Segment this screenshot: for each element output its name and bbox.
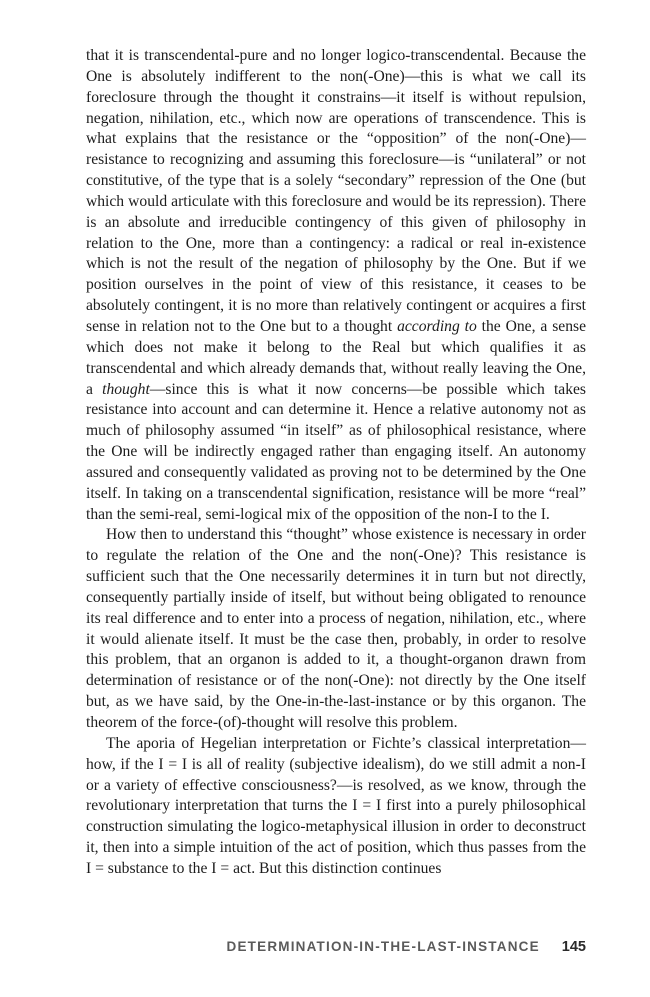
page-footer (227, 939, 586, 955)
running-head: DETERMINATION-IN-THE-LAST-INSTANCE (226, 939, 540, 954)
text-segment: the One, a sense which does not make it belong to the Real but which qualifies it as transcendental and which already demands that, without really leaving the One, a (86, 317, 586, 398)
italic-text-segment: thought (102, 380, 150, 398)
text-segment: —since this is what it now concerns—be possible which takes resistance into account and can determine it. Hence a relative autonomy not as much of philosophy assumed “in itself” as of philosophical resistance, where the One will be indirectly engaged rather than engaging itself. An autonomy assured and consequently validated as proving not to be determined by the One itself. In taking on a transcendental signification, resistance will be more “real” than the semi-real, semi-logical mix of the opposition of the non-I to the I. (86, 380, 586, 523)
body-text (86, 46, 586, 880)
italic-text-segment: according to (397, 317, 477, 335)
text-segment: that it is transcendental-pure and no longer logico-transcendental. Because the One is absolutely indifferent to the non(-One)—this is what we call its foreclosure through the thought it constrains—it itself is without repulsion, negation, nihilation, etc., which now are operations of transcendence. This is what explains that the resistance or the “opposition” of the non(-One)—resistance to recognizing and assuming this foreclosure—is “unilateral” or not constitutive, of the type that is a solely “secondary” repression of the One (but which would articulate with this foreclosure and would be its repression). There is an absolute and irreducible contingency of this given of philosophy in relation to the One, more than a contingency: a radical or real in-existence which is not the result of the negation of philosophy by the One. But if we position ourselves in the point of view of this resistance, it ceases to be absolutely contingent, it is no more than relatively contingent or acquires a first sense in relation not to the One but to a thought (86, 47, 586, 335)
text-segment: How then to understand this “thought” whose existence is necessary in order to regulate the relation of the One and the non(-One)? This resistance is sufficient such that the One necessarily determines it in turn but not directly, consequently partially inside of itself, but without being obligated to renounce its real difference and to enter into a process of negation, nihilation, etc., where it would alienate itself. It must be the case then, probably, in order to resolve this problem, that an organon is added to it, a thought-organon drawn from determination of resistance or of the non(-One): not directly by the One itself but, as we have said, by the One-in-the-last-instance or by this organon. The theorem of the force-(of)-thought will resolve this problem. (86, 526, 586, 731)
paragraph (86, 734, 586, 880)
page-number: 145 (561, 939, 586, 955)
paragraph (86, 525, 586, 733)
text-segment: The aporia of Hegelian interpretation or Fichte’s classical interpretation—how, if the I = I is all of reality (subjective idealism), do we still admit a non-I or a variety of effective consciousness?—is resolved, as we know, through the revolutionary interpretation that turns the I = I first into a purely philosophical construction simulating the logico-metaphysical illusion in order to deconstruct it, then into a simple intuition of the act of position, which thus passes from the I = substance to the I = act. But this distinction continues (86, 734, 586, 877)
paragraph (86, 46, 586, 525)
